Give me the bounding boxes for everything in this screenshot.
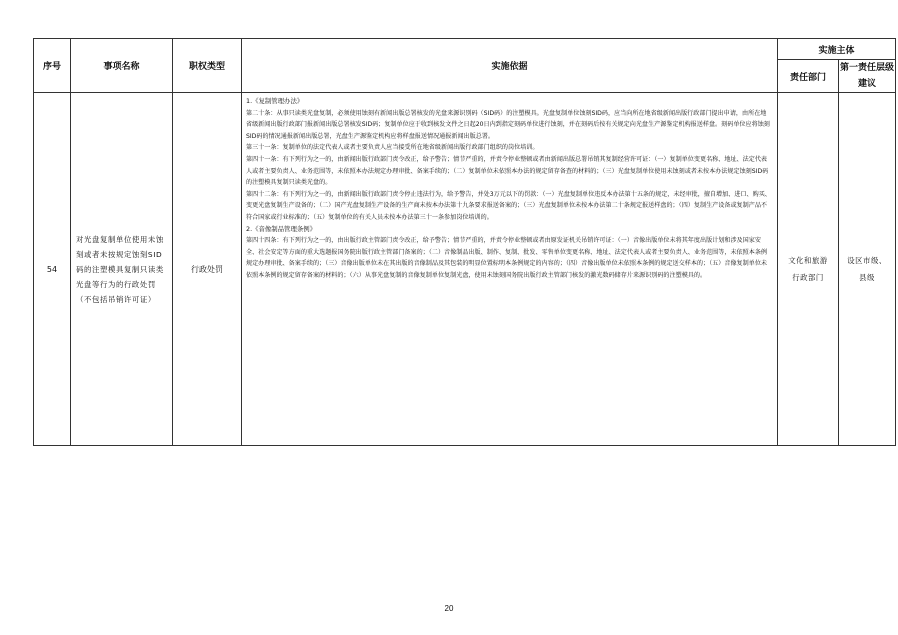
authority-table xyxy=(33,38,896,446)
row-basis xyxy=(242,93,778,446)
header-basis: 实施依据 xyxy=(242,39,778,93)
row-seq: 54 xyxy=(34,93,71,446)
basis-clause: 第三十一条：复制单位的法定代表人或者主要负责人应当接受所在地省级新闻出版行政部门组织的岗位培训。 xyxy=(246,144,539,152)
row-item-name: 对光盘复制单位使用未蚀刻或者未按规定蚀刻SID码的注塑模具复制只读类光盘等行为的行政处罚（不包括吊销许可证） xyxy=(71,93,173,446)
row-first-level-text: 设区市级、县级 xyxy=(847,256,887,282)
table-row xyxy=(34,93,896,446)
page-number: 20 xyxy=(444,604,454,613)
row-power-type: 行政处罚 xyxy=(173,93,242,446)
row-first-level xyxy=(839,93,896,446)
header-seq: 序号 xyxy=(34,39,71,93)
header-subject: 实施主体 xyxy=(778,39,896,60)
basis-clause: 第二十条：从事只读类光盘复制，必须使用蚀刻有新闻出版总署核发的光盘来源识别码（SID码）的注塑模具。光盘复制单位蚀刻SID码，应当向所在地省级新闻出版行政部门提出申请，由所在地省级新闻出版行政部门报新闻出版总署核发SID码；复制单位应于收到核发文件之日起20日内到指定刻码单位进行蚀刻，并在刻码后按有关规定向光盘生产源鉴定机构报送样盘。刻码单位应将蚀刻SID码的情况通报新闻出版总署，光盘生产源鉴定机构应将样盘报送情况通报新闻出版总署。 xyxy=(246,109,770,140)
header-first-level: 第一责任层级建议 xyxy=(839,60,896,93)
basis-clause: 第四十四条：有下列行为之一的，由出版行政主管部门责令改正，给予警告；情节严重的，并责令停业整顿或者由原发证机关吊销许可证：（一）音像出版单位未将其年度出版计划和涉及国家安全、社会安定等方面的重大选题报国务院出版行政主管部门备案的；（二）音像制品出版、制作、复制、批发、零售单位变更名称、地址、法定代表人或者主要负责人、业务范围等，未依照本条例规定办理审批、备案手续的；（三）音像出版单位未在其出版的音像制品及其包装的明显位置标明本条例规定的内容的；（四）音像出版单位未依照本条例的规定送交样本的；（五）音像复制单位未依照本条例的规定留存备案的材料的；（六）从事光盘复制的音像复制单位复制光盘，使用未蚀刻国务院出版行政主管部门核发的激光数码储存片来源识别码的注塑模具的。 xyxy=(246,237,768,279)
header-dept: 责任部门 xyxy=(778,60,839,93)
header-power-type: 职权类型 xyxy=(173,39,242,93)
header-item-name: 事项名称 xyxy=(71,39,173,93)
row-dept-text: 文化和旅游行政部门 xyxy=(788,256,828,282)
basis-clause: 第四十二条：有下列行为之一的，由新闻出版行政部门责令停止违法行为，给予警告，并处3万元以下的罚款：（一）光盘复制单位违反本办法第十五条的规定，未经审批，擅自增加、进口、购买、变更光盘复制生产设备的；（二）国产光盘复制生产设备的生产商未按本办法第十九条要求报送备案的；（三）光盘复制单位未按本办法第二十条规定报送样盘的；（四）复制生产设备或复制产品不符合国家或行业标准的；（五）复制单位的有关人员未按本办法第三十一条参加岗位培训的。 xyxy=(246,190,771,221)
basis-law-title: 1.《复制管理办法》 xyxy=(246,97,304,105)
row-dept xyxy=(778,93,839,446)
basis-clause: 第四十一条：有下列行为之一的，由新闻出版行政部门责令改正，给予警告；情节严重的，并责令停业整顿或者由新闻出版总署吊销其复制经营许可证：（一）复制单位变更名称、地址、法定代表人或者主要负责人、业务范围等，未依照本办法规定办理审批、备案手续的；（二）复制单位未依照本办法的规定留存备查的材料的；（三）光盘复制单位使用未蚀刻或者未按本办法规定蚀刻SID码的注塑模具复制只读类光盘的。 xyxy=(246,155,769,187)
basis-law-title: 2.《音像制品管理条例》 xyxy=(246,224,317,233)
